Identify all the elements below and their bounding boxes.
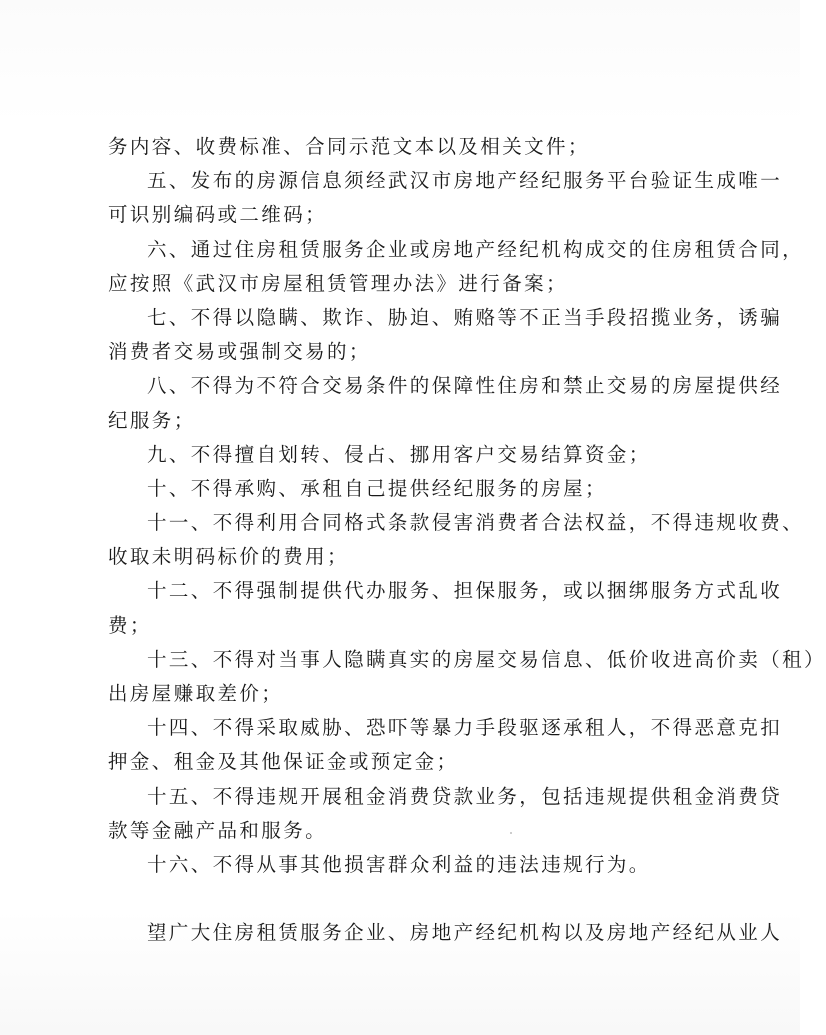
text-line: 十、不得承购、承租自己提供经纪服务的房屋； <box>147 476 607 500</box>
text-line: 五、发布的房源信息须经武汉市房地产经纪服务平台验证生成唯一 <box>147 169 783 193</box>
paragraph-item-7 <box>108 301 783 369</box>
paragraph-item-10 <box>108 472 728 506</box>
text-line: 费； <box>108 613 152 637</box>
text-line: 款等金融产品和服务。 <box>108 818 328 842</box>
text-line: 消费者交易或强制交易的； <box>108 340 371 364</box>
document-body <box>108 130 826 951</box>
paragraph-continuation <box>108 130 728 164</box>
paragraph-item-5 <box>108 164 783 232</box>
paragraph-item-12 <box>108 574 783 642</box>
text-line: 十二、不得强制提供代办服务、担保服务，或以捆绑服务方式乱收 <box>147 579 783 603</box>
text-line: 十一、不得利用合同格式条款侵害消费者合法权益，不得违规收费、 <box>147 511 805 535</box>
text-line: 出房屋赚取差价； <box>108 682 284 705</box>
paragraph-spacer <box>108 882 728 916</box>
text-line: 纪服务； <box>108 408 196 432</box>
paragraph-item-16 <box>108 848 728 882</box>
paragraph-item-11 <box>108 506 805 574</box>
text-line: 十六、不得从事其他损害群众利益的违法违规行为。 <box>147 852 651 876</box>
scan-speck <box>510 832 512 834</box>
text-line: 十三、不得对当事人隐瞒真实的房屋交易信息、低价收进高价卖（租） <box>147 647 826 671</box>
paragraph-item-6 <box>108 233 805 301</box>
paragraph-item-9 <box>108 438 728 472</box>
text-line: 押金、租金及其他保证金或预定金； <box>108 750 459 774</box>
text-line: 七、不得以隐瞒、欺诈、胁迫、贿赂等不正当手段招揽业务，诱骗 <box>147 305 783 329</box>
text-line: 六、通过住房租赁服务企业或房地产经纪机构成交的住房租赁合同， <box>147 237 805 261</box>
paragraph-item-8 <box>108 369 783 437</box>
text-line: 收取未明码标价的费用； <box>108 545 349 569</box>
text-line: 十四、不得采取威胁、恐吓等暴力手段驱逐承租人，不得恶意克扣 <box>147 716 783 740</box>
text-line: 望广大住房租赁服务企业、房地产经纪机构以及房地产经纪从业人 <box>147 921 783 945</box>
paragraph-closing <box>108 916 783 950</box>
text-line: 九、不得擅自划转、侵占、挪用客户交易结算资金； <box>147 442 651 466</box>
text-line: 可识别编码或二维码； <box>108 203 328 227</box>
text-line: 十五、不得违规开展租金消费贷款业务，包括违规提供租金消费贷 <box>147 784 783 808</box>
paragraph-item-15 <box>108 780 783 848</box>
text-line: 务内容、收费标准、合同示范文本以及相关文件； <box>108 135 590 158</box>
paragraph-item-14 <box>108 711 783 779</box>
paragraph-item-13 <box>108 643 826 711</box>
text-line: 应按照《武汉市房屋租赁管理办法》进行备案； <box>108 271 568 295</box>
text-line: 八、不得为不符合交易条件的保障性住房和禁止交易的房屋提供经 <box>147 374 783 398</box>
